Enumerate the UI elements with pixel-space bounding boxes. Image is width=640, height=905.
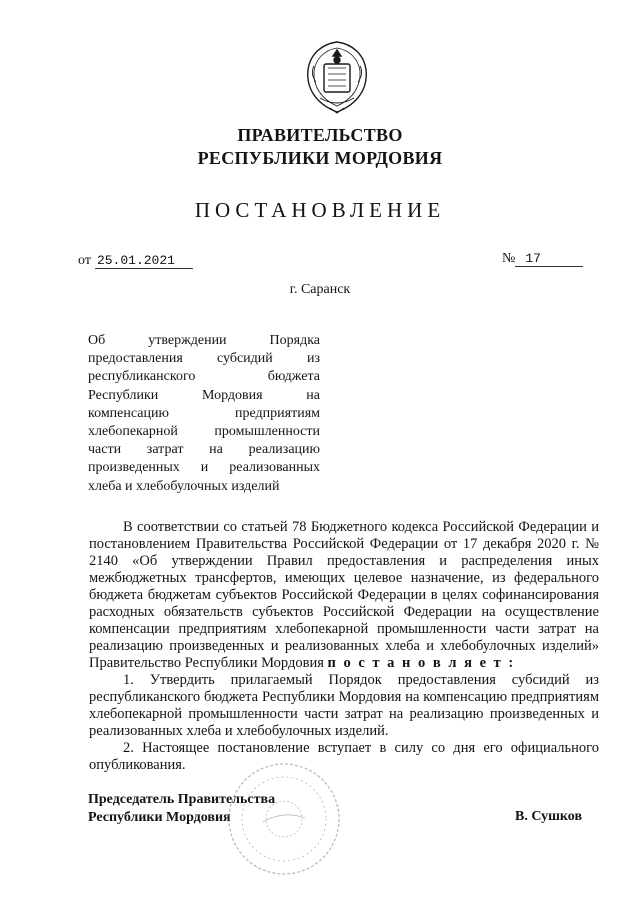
coat-of-arms-icon: [300, 38, 374, 116]
document-type-title: ПОСТАНОВЛЕНИЕ: [194, 198, 446, 222]
government-title-line1: ПРАВИТЕЛЬСТВО: [237, 125, 403, 145]
number-prefix: №: [502, 251, 516, 266]
date-prefix: от: [78, 253, 91, 268]
item-2: 2. Настоящее постановление вступает в силу со дня его официального опубликования.: [89, 740, 599, 773]
government-title-line2: РЕСПУБЛИКИ МОРДОВИЯ: [197, 148, 443, 168]
document-body: [89, 519, 599, 774]
round-seal-stamp-icon: [225, 760, 343, 878]
decree-word: п о с т а н о в л я е т :: [327, 655, 516, 671]
city: г. Саранск: [289, 282, 351, 297]
date-value: 25.01.2021: [95, 254, 193, 269]
item-1: 1. Утвердить прилагаемый Порядок предоставления субсидий из республиканского бюджета Республики Мордовия на компенсацию предприятиям хлебопекарной промышленности части затрат на реализацию произведенных и реализованных хлеба и хлебобулочных изделий.: [89, 672, 599, 739]
signatory-title-line2: Республики Мордовия: [88, 810, 231, 825]
signatory-title-line1: Председатель Правительства: [88, 792, 276, 807]
preamble-paragraph: [89, 519, 599, 672]
document-number: [502, 251, 583, 267]
document-date: [78, 253, 193, 269]
signatory-name: В. Сушков: [515, 809, 583, 824]
document-subject: Об утверждении Порядка предоставления субсидий из республиканского бюджета Республики Мордовия на компенсацию предприятиям хлебопекарной промышленности части затрат на реализацию произведенных и реализованных хлеба и хлебобулочных изделий: [88, 333, 320, 494]
number-value: 17: [515, 252, 583, 267]
preamble-text: В соответствии со статьей 78 Бюджетного кодекса Российской Федерации и постановлением Правительства Российской Федерации от 17 декабря 2020 г. № 2140 «Об утверждении Правил предоставления и распределения иных межбюджетных трансфертов, имеющих целевое назначение, из федерального бюджета бюджетам субъектов Российской Федерации в целях софинансирования расходных обязательств субъектов Российской Федерации на осуществление компенсации предприятиям хлебопекарной промышленности части затрат на реализацию произведенных и реализованных хлеба и хлебобулочных изделий» Правительство Республики Мордовия: [89, 519, 599, 671]
